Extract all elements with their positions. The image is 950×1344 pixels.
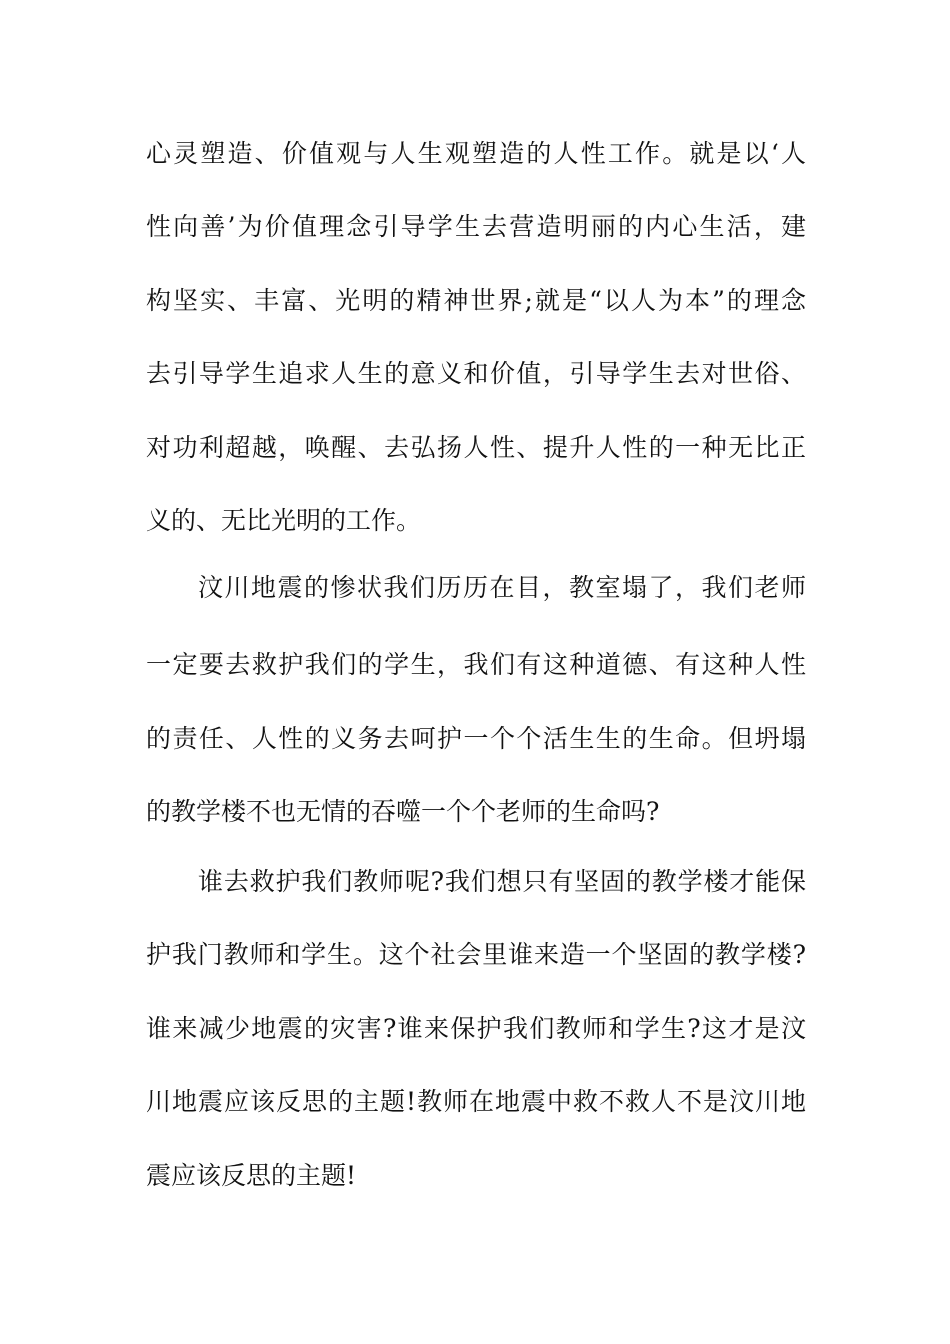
text-line: 心灵塑造、价值观与人生观塑造的人性工作。就是以‘人	[146, 139, 806, 168]
text-line: 去引导学生追求人生的意义和价值，引导学生去对世俗、	[146, 359, 806, 388]
text-line: 谁来减少地震的灾害?谁来保护我们教师和学生?这才是汶	[146, 1014, 806, 1043]
text-line: 的教学楼不也无情的吞噬一个个老师的生命吗?	[146, 797, 660, 826]
text-line: 构坚实、丰富、光明的精神世界;就是“以人为本”的理念	[146, 286, 806, 315]
text-line: 汶川地震的惨状我们历历在目，教室塌了，我们老师	[198, 573, 806, 602]
text-line: 的责任、人性的义务去呵护一个个活生生的生命。但坍塌	[146, 724, 806, 753]
text-line: 谁去救护我们教师呢?我们想只有坚固的教学楼才能保	[198, 867, 806, 896]
text-line: 性向善’为价值理念引导学生去营造明丽的内心生活，建	[146, 212, 806, 241]
text-line: 川地震应该反思的主题!教师在地震中救不救人不是汶川地	[146, 1087, 806, 1116]
text-line: 一定要去救护我们的学生，我们有这种道德、有这种人性	[146, 650, 806, 679]
text-line: 对功利超越，唤醒、去弘扬人性、提升人性的一种无比正	[146, 433, 806, 462]
text-line: 护我门教师和学生。这个社会里谁来造一个坚固的教学楼?	[146, 940, 806, 969]
text-line: 震应该反思的主题!	[146, 1161, 357, 1190]
text-line: 义的、无比光明的工作。	[146, 506, 422, 535]
